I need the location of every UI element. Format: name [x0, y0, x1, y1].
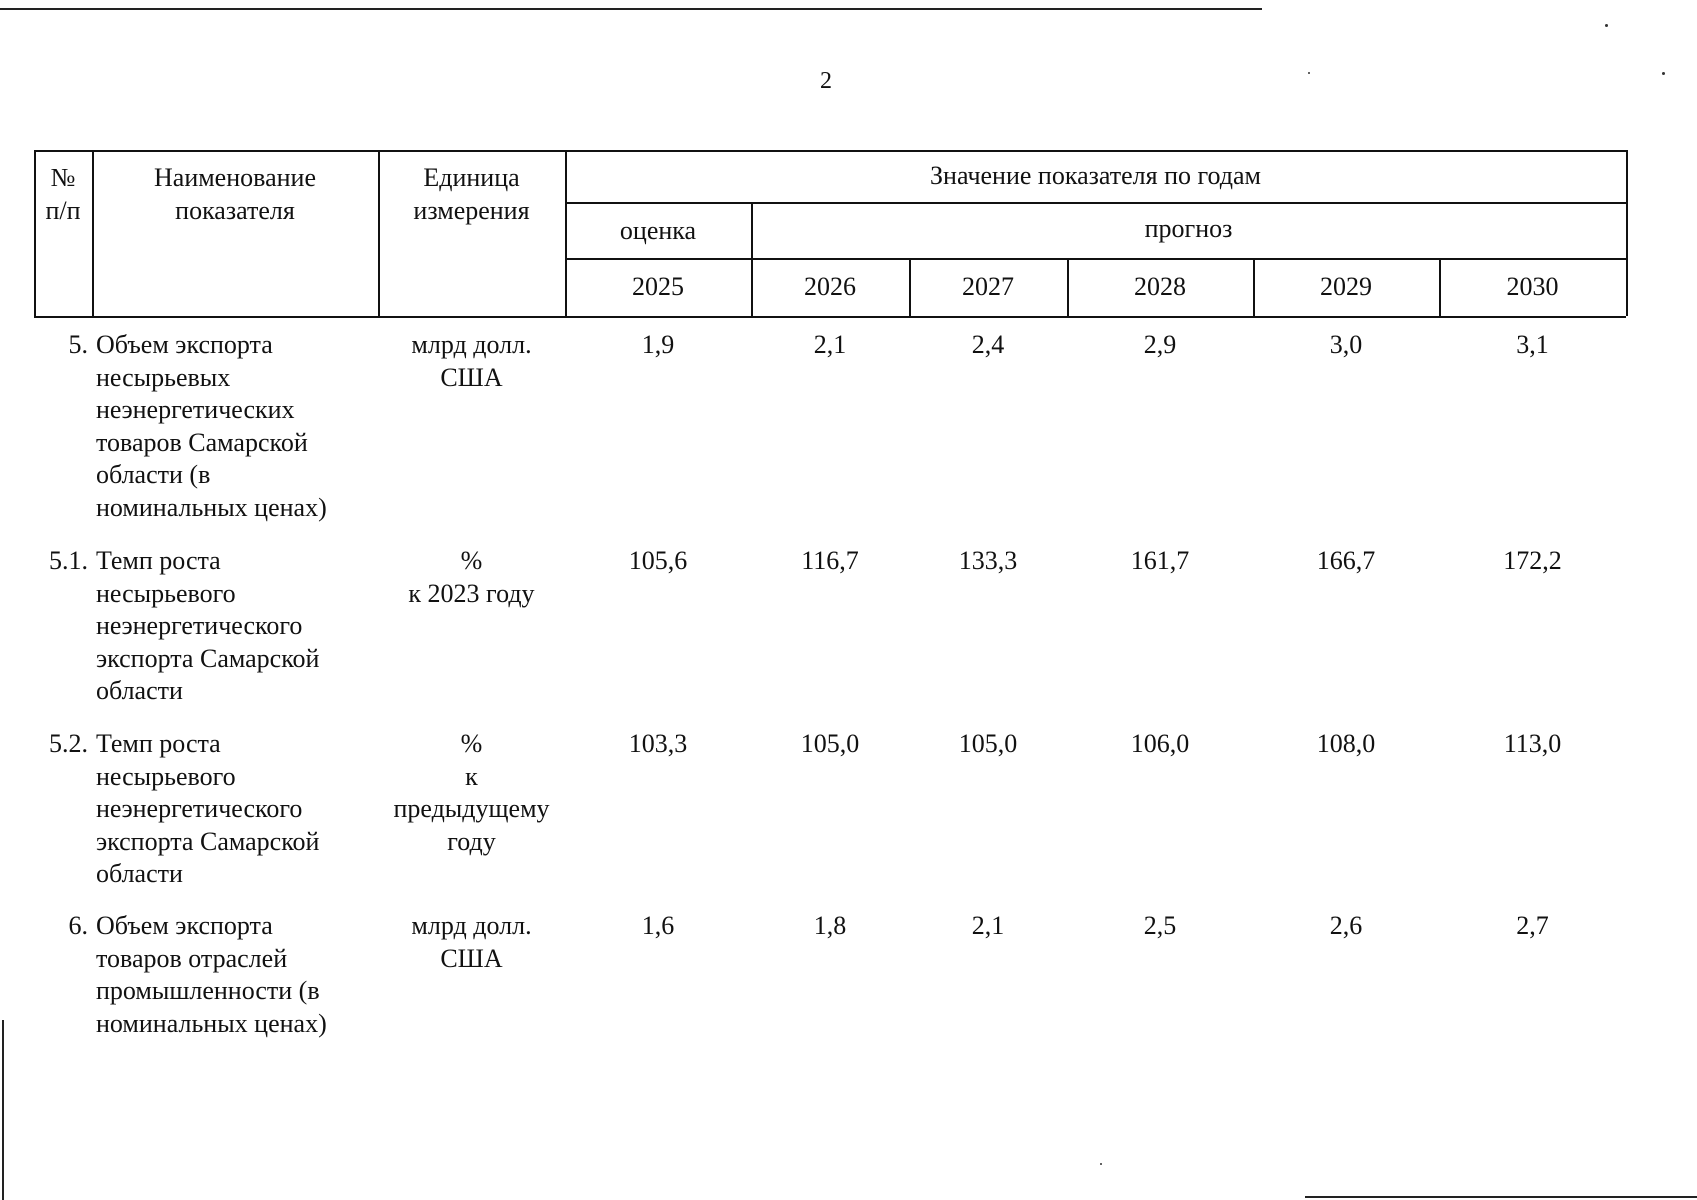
- row-number: 5.: [68, 330, 88, 359]
- row-value-2026: 2,1: [813, 330, 847, 359]
- header-year: 2030: [1506, 272, 1559, 301]
- header-forecast: прогноз: [1144, 214, 1233, 243]
- header-estimate: оценка: [619, 216, 697, 245]
- header-indicator-name: Наименование показателя: [154, 163, 316, 225]
- row-indicator-name: Объем экспорта товаров отраслей промышленности (в номинальных ценах): [96, 911, 327, 1038]
- table-rule: [565, 258, 1626, 260]
- row-value-2029: 108,0: [1316, 729, 1376, 758]
- row-value-2026: 105,0: [800, 729, 860, 758]
- row-value-2027: 133,3: [958, 546, 1018, 575]
- row-value-2026: 116,7: [801, 546, 859, 575]
- header-year: 2028: [1134, 272, 1186, 301]
- row-indicator-name: Темп роста несырьевого неэнергетического экспорта Самарской области: [96, 546, 320, 705]
- row-value-2026: 1,8: [813, 911, 847, 940]
- row-unit: млрд долл. США: [411, 330, 532, 392]
- row-value-2030: 2,7: [1516, 911, 1549, 940]
- row-value-2029: 3,0: [1329, 330, 1363, 359]
- header-number: № п/п: [45, 163, 81, 225]
- row-number: 6.: [68, 911, 88, 940]
- row-value-2028: 2,5: [1143, 911, 1177, 940]
- row-value-2025: 105,6: [628, 546, 688, 575]
- row-value-2029: 166,7: [1316, 546, 1376, 575]
- row-value-2025: 1,9: [641, 330, 675, 359]
- table-rule: [34, 316, 1626, 318]
- row-value-2030: 113,0: [1503, 729, 1562, 758]
- row-value-2028: 161,7: [1130, 546, 1190, 575]
- table-rule: [34, 150, 1626, 152]
- row-value-2030: 3,1: [1516, 330, 1549, 359]
- header-year: 2027: [962, 272, 1014, 301]
- scan-bottom-line: [1305, 1196, 1697, 1198]
- row-value-2027: 2,1: [971, 911, 1005, 940]
- header-year: 2029: [1320, 272, 1372, 301]
- header-values-group: Значение показателя по годам: [930, 161, 1261, 190]
- row-value-2029: 2,6: [1329, 911, 1363, 940]
- row-number: 5.1.: [49, 546, 88, 575]
- scan-top-line: [0, 8, 1262, 10]
- row-indicator-name: Темп роста несырьевого неэнергетического экспорта Самарской области: [96, 729, 320, 888]
- row-value-2025: 1,6: [641, 911, 675, 940]
- scan-speck: [1662, 72, 1665, 75]
- row-indicator-name: Объем экспорта несырьевых неэнергетических товаров Самарской области (в номинальных ценах): [96, 330, 327, 522]
- header-unit: Единица измерения: [413, 163, 530, 225]
- row-value-2027: 2,4: [971, 330, 1005, 359]
- row-value-2030: 172,2: [1503, 546, 1562, 575]
- row-value-2028: 106,0: [1130, 729, 1190, 758]
- scan-speck: [1605, 24, 1608, 27]
- scan-left-edge: [2, 1020, 4, 1200]
- row-value-2027: 105,0: [958, 729, 1018, 758]
- row-unit: млрд долл. США: [411, 911, 532, 973]
- header-year: 2026: [804, 272, 856, 301]
- indicator-table: [34, 150, 1628, 1058]
- row-unit: % к предыдущему году: [393, 729, 550, 856]
- table-rule: [1626, 150, 1628, 316]
- table-rule: [565, 202, 1626, 204]
- row-value-2025: 103,3: [628, 729, 688, 758]
- row-unit: % к 2023 году: [408, 546, 535, 608]
- row-number: 5.2.: [49, 729, 88, 758]
- header-year: 2025: [632, 272, 684, 301]
- row-value-2028: 2,9: [1143, 330, 1177, 359]
- scan-speck: [1100, 1163, 1102, 1165]
- page-number: 2: [820, 68, 832, 94]
